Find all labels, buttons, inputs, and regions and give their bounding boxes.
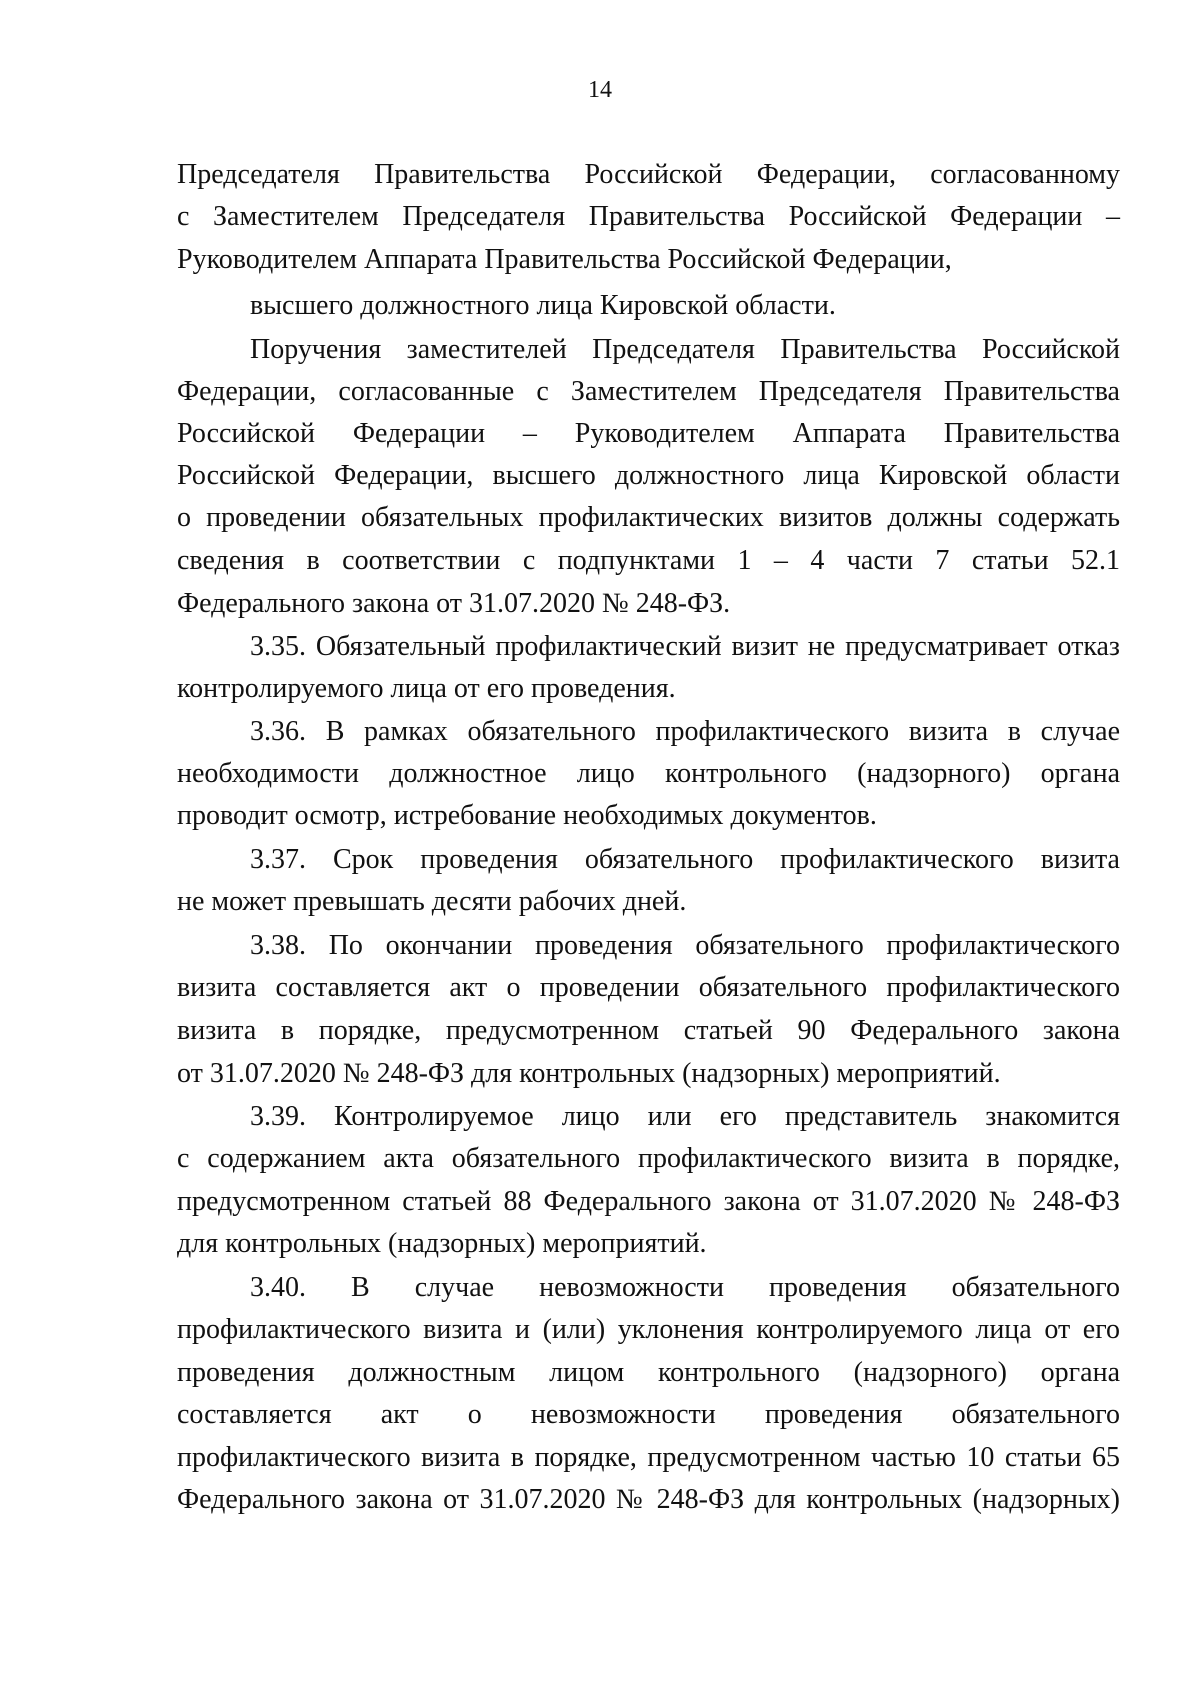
text-line: 3.40. В случае невозможности проведения обязательного xyxy=(250,1272,1120,1303)
text-line: высшего должностного лица Кировской области. xyxy=(250,290,836,321)
text-line: Федерального закона от 31.07.2020 № 248-ФЗ. xyxy=(177,588,731,619)
text-line: Председателя Правительства Российской Федерации, согласованному xyxy=(177,159,1120,190)
text-line: предусмотренном статьей 88 Федерального закона от 31.07.2020 № 248-ФЗ xyxy=(177,1186,1120,1217)
text-line: от 31.07.2020 № 248-ФЗ для контрольных (надзорных) мероприятий. xyxy=(177,1058,1001,1089)
text-line: контролируемого лица от его проведения. xyxy=(177,673,676,704)
text-line: с Заместителем Председателя Правительства Российской Федерации – xyxy=(177,201,1120,232)
text-line: 3.36. В рамках обязательного профилактического визита в случае xyxy=(250,716,1120,747)
text-line: визита в порядке, предусмотренном статьей 90 Федерального закона xyxy=(177,1015,1120,1046)
text-line: Руководителем Аппарата Правительства Российской Федерации, xyxy=(177,244,952,275)
page-number: 14 xyxy=(588,77,612,103)
text-line: составляется акт о невозможности проведения обязательного xyxy=(177,1399,1120,1430)
text-line: Федерации, согласованные с Заместителем Председателя Правительства xyxy=(177,376,1120,407)
text-line: для контрольных (надзорных) мероприятий. xyxy=(177,1228,707,1259)
text-line: не может превышать десяти рабочих дней. xyxy=(177,886,687,917)
text-line: профилактического визита и (или) уклонения контролируемого лица от его xyxy=(177,1314,1120,1345)
text-line: Федерального закона от 31.07.2020 № 248-ФЗ для контрольных (надзорных) xyxy=(177,1484,1120,1515)
text-line: проведения должностным лицом контрольного (надзорного) органа xyxy=(177,1357,1120,1388)
text-line: профилактического визита в порядке, предусмотренном частью 10 статьи 65 xyxy=(177,1442,1120,1473)
text-line: о проведении обязательных профилактических визитов должны содержать xyxy=(177,502,1120,533)
text-line: 3.39. Контролируемое лицо или его представитель знакомится xyxy=(250,1101,1120,1132)
text-line: проводит осмотр, истребование необходимых документов. xyxy=(177,800,877,831)
text-line: визита составляется акт о проведении обязательного профилактического xyxy=(177,972,1120,1003)
text-line: необходимости должностное лицо контрольного (надзорного) органа xyxy=(177,758,1120,789)
text-line: Российской Федерации, высшего должностного лица Кировской области xyxy=(177,460,1120,491)
text-line: 3.37. Срок проведения обязательного профилактического визита xyxy=(250,844,1120,875)
text-line: с содержанием акта обязательного профилактического визита в порядке, xyxy=(177,1143,1120,1174)
text-line: 3.38. По окончании проведения обязательного профилактического xyxy=(250,930,1120,961)
text-line: Российской Федерации – Руководителем Аппарата Правительства xyxy=(177,418,1120,449)
text-line: 3.35. Обязательный профилактический визит не предусматривает отказ xyxy=(250,631,1120,662)
text-line: сведения в соответствии с подпунктами 1 – 4 части 7 статьи 52.1 xyxy=(177,545,1120,576)
text-line: Поручения заместителей Председателя Правительства Российской xyxy=(250,334,1120,365)
